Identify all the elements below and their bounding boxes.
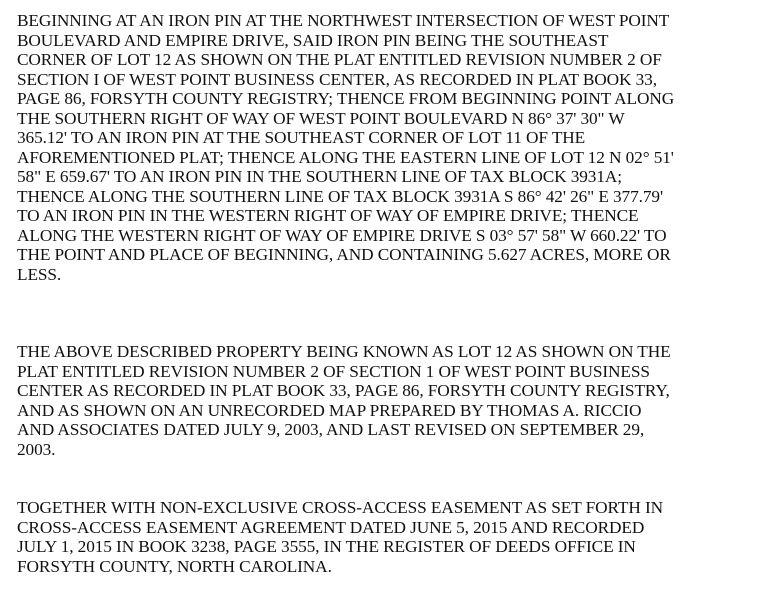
property-known-as-paragraph: THE ABOVE DESCRIBED PROPERTY BEING KNOWN AS LOT 12 AS SHOWN ON THE PLAT ENTITLED REVISION NUMBER 2 OF SECTION 1 OF WEST POINT BUSINESS CENTER AS RECORDED IN PLAT BOOK 33, PAGE 86, FORSYTH COUNTY REGISTRY, AND AS SHOWN ON AN UNRECORDED MAP PREPARED BY THOMAS A. RICCIO AND ASSOCIATES DATED JULY 9, 2003, AND LAST REVISED ON SEPTEMBER 29, 2003. [17, 342, 671, 459]
legal-description-paragraph: BEGINNING AT AN IRON PIN AT THE NORTHWEST INTERSECTION OF WEST POINT BOULEVARD AND EMPIRE DRIVE, SAID IRON PIN BEING THE SOUTHEAST CORNER OF LOT 12 AS SHOWN ON THE PLAT ENTITLED REVISION NUMBER 2 OF SECTION I OF WEST POINT BUSINESS CENTER, AS RECORDED IN PLAT BOOK 33, PAGE 86, FORSYTH COUNTY REGISTRY; THENCE FROM BEGINNING POINT ALONG THE SOUTHERN RIGHT OF WAY OF WEST POINT BOULEVARD N 86° 37' 30" W 365.12' TO AN IRON PIN AT THE SOUTHEAST CORNER OF LOT 11 OF THE AFOREMENTIONED PLAT; THENCE ALONG THE EASTERN LINE OF LOT 12 N 02° 51' 58" E 659.67' TO AN IRON PIN IN THE SOUTHERN LINE OF TAX BLOCK 3931A; THENCE ALONG THE SOUTHERN LINE OF TAX BLOCK 3931A S 86° 42' 26" E 377.79' TO AN IRON PIN IN THE WESTERN RIGHT OF WAY OF EMPIRE DRIVE; THENCE ALONG THE WESTERN RIGHT OF WAY OF EMPIRE DRIVE S 03° 57' 58" W 660.22' TO THE POINT AND PLACE OF BEGINNING, AND CONTAINING 5.627 ACRES, MORE OR LESS. [17, 11, 675, 284]
easement-paragraph: TOGETHER WITH NON-EXCLUSIVE CROSS-ACCESS EASEMENT AS SET FORTH IN CROSS-ACCESS EASEMENT AGREEMENT DATED JUNE 5, 2015 AND RECORDED JULY 1, 2015 IN BOOK 3238, PAGE 3555, IN THE REGISTER OF DEEDS OFFICE IN FORSYTH COUNTY, NORTH CAROLINA. [17, 498, 663, 576]
